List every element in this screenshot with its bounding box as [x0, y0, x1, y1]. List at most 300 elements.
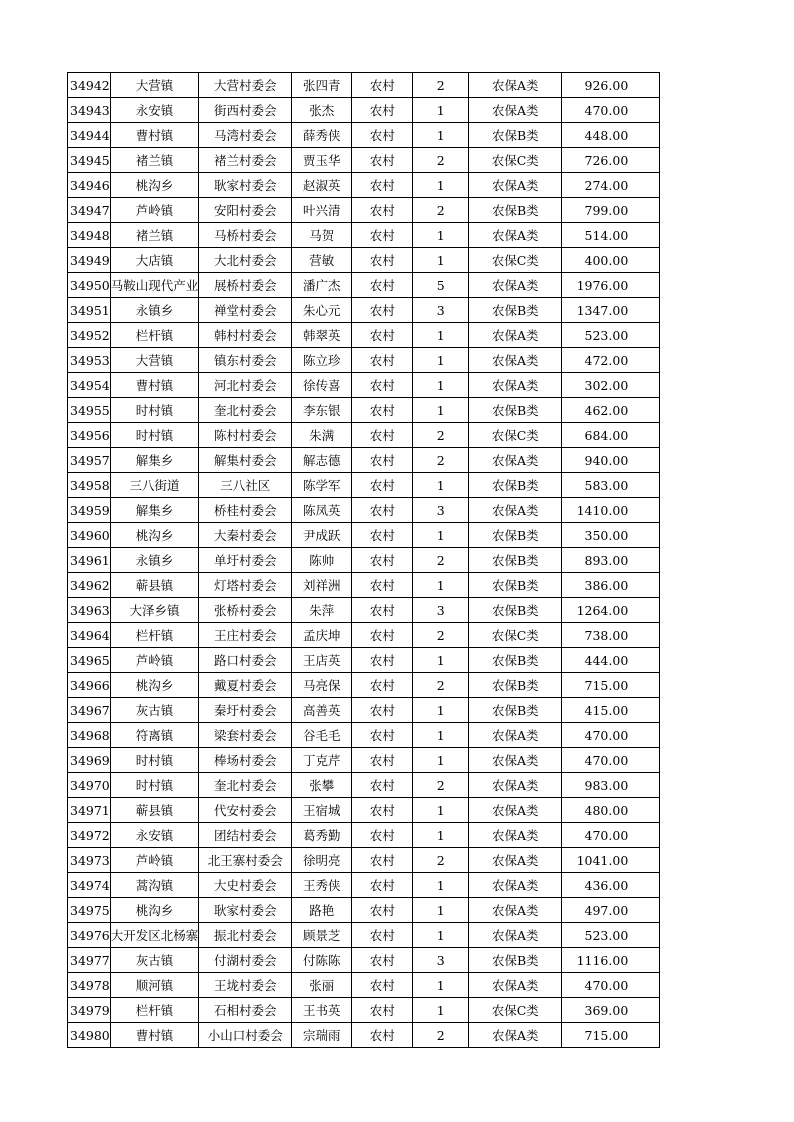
- town-cell: 三八街道: [110, 473, 199, 498]
- record-id-cell: 34951: [68, 298, 111, 323]
- data-table: [67, 72, 660, 1048]
- amount-cell: 523.00: [562, 323, 660, 348]
- person-name-cell: 孟庆坤: [292, 623, 352, 648]
- amount-cell: 799.00: [562, 198, 660, 223]
- amount-cell: 583.00: [562, 473, 660, 498]
- person-name-cell: 刘祥洲: [292, 573, 352, 598]
- insurance-category-cell: 农保C类: [469, 623, 562, 648]
- town-cell: 永安镇: [110, 98, 199, 123]
- person-name-cell: 薛秀侠: [292, 123, 352, 148]
- village-cell: 马湾村委会: [199, 123, 292, 148]
- amount-cell: 497.00: [562, 898, 660, 923]
- area-type-cell: 农村: [352, 323, 413, 348]
- household-count-cell: 3: [413, 598, 469, 623]
- insurance-category-cell: 农保B类: [469, 948, 562, 973]
- town-cell: 栏杆镇: [110, 323, 199, 348]
- town-cell: 褚兰镇: [110, 223, 199, 248]
- insurance-category-cell: 农保A类: [469, 723, 562, 748]
- town-cell: 大店镇: [110, 248, 199, 273]
- household-count-cell: 1: [413, 798, 469, 823]
- village-cell: 团结村委会: [199, 823, 292, 848]
- village-cell: 镇东村委会: [199, 348, 292, 373]
- area-type-cell: 农村: [352, 348, 413, 373]
- person-name-cell: 顾景芝: [292, 923, 352, 948]
- record-id-cell: 34954: [68, 373, 111, 398]
- village-cell: 桥桂村委会: [199, 498, 292, 523]
- record-id-cell: 34945: [68, 148, 111, 173]
- insurance-category-cell: 农保B类: [469, 523, 562, 548]
- town-cell: 芦岭镇: [110, 648, 199, 673]
- area-type-cell: 农村: [352, 973, 413, 998]
- household-count-cell: 1: [413, 698, 469, 723]
- table-row: [68, 598, 660, 623]
- amount-cell: 738.00: [562, 623, 660, 648]
- household-count-cell: 1: [413, 473, 469, 498]
- amount-cell: 386.00: [562, 573, 660, 598]
- table-row: [68, 148, 660, 173]
- village-cell: 路口村委会: [199, 648, 292, 673]
- area-type-cell: 农村: [352, 373, 413, 398]
- amount-cell: 1976.00: [562, 273, 660, 298]
- area-type-cell: 农村: [352, 123, 413, 148]
- area-type-cell: 农村: [352, 998, 413, 1023]
- amount-cell: 302.00: [562, 373, 660, 398]
- village-cell: 梁套村委会: [199, 723, 292, 748]
- insurance-category-cell: 农保A类: [469, 373, 562, 398]
- table-row: [68, 823, 660, 848]
- household-count-cell: 2: [413, 148, 469, 173]
- table-row: [68, 223, 660, 248]
- insurance-category-cell: 农保A类: [469, 873, 562, 898]
- person-name-cell: 张杰: [292, 98, 352, 123]
- town-cell: 时村镇: [110, 398, 199, 423]
- household-count-cell: 1: [413, 98, 469, 123]
- village-cell: 禅堂村委会: [199, 298, 292, 323]
- town-cell: 蕲县镇: [110, 798, 199, 823]
- record-id-cell: 34966: [68, 673, 111, 698]
- record-id-cell: 34953: [68, 348, 111, 373]
- household-count-cell: 1: [413, 998, 469, 1023]
- insurance-category-cell: 农保C类: [469, 248, 562, 273]
- village-cell: 振北村委会: [199, 923, 292, 948]
- amount-cell: 436.00: [562, 873, 660, 898]
- village-cell: 戴夏村委会: [199, 673, 292, 698]
- record-id-cell: 34970: [68, 773, 111, 798]
- table-row: [68, 498, 660, 523]
- town-cell: 马鞍山现代产业: [110, 273, 199, 298]
- record-id-cell: 34964: [68, 623, 111, 648]
- person-name-cell: 陈学军: [292, 473, 352, 498]
- town-cell: 解集乡: [110, 498, 199, 523]
- area-type-cell: 农村: [352, 273, 413, 298]
- record-id-cell: 34959: [68, 498, 111, 523]
- amount-cell: 400.00: [562, 248, 660, 273]
- person-name-cell: 赵淑英: [292, 173, 352, 198]
- town-cell: 褚兰镇: [110, 148, 199, 173]
- household-count-cell: 1: [413, 648, 469, 673]
- insurance-category-cell: 农保A类: [469, 923, 562, 948]
- table-row: [68, 898, 660, 923]
- household-count-cell: 2: [413, 673, 469, 698]
- insurance-category-cell: 农保A类: [469, 773, 562, 798]
- person-name-cell: 王店英: [292, 648, 352, 673]
- household-count-cell: 1: [413, 873, 469, 898]
- person-name-cell: 朱满: [292, 423, 352, 448]
- insurance-category-cell: 农保B类: [469, 573, 562, 598]
- village-cell: 街西村委会: [199, 98, 292, 123]
- insurance-category-cell: 农保A类: [469, 973, 562, 998]
- table-row: [68, 523, 660, 548]
- table-row: [68, 998, 660, 1023]
- record-id-cell: 34973: [68, 848, 111, 873]
- table-row: [68, 273, 660, 298]
- amount-cell: 480.00: [562, 798, 660, 823]
- record-id-cell: 34950: [68, 273, 111, 298]
- household-count-cell: 2: [413, 548, 469, 573]
- amount-cell: 415.00: [562, 698, 660, 723]
- record-id-cell: 34943: [68, 98, 111, 123]
- insurance-category-cell: 农保A类: [469, 273, 562, 298]
- person-name-cell: 张四青: [292, 73, 352, 98]
- insurance-category-cell: 农保B类: [469, 598, 562, 623]
- record-id-cell: 34949: [68, 248, 111, 273]
- amount-cell: 369.00: [562, 998, 660, 1023]
- person-name-cell: 李东银: [292, 398, 352, 423]
- area-type-cell: 农村: [352, 398, 413, 423]
- insurance-category-cell: 农保A类: [469, 348, 562, 373]
- amount-cell: 470.00: [562, 98, 660, 123]
- table-row: [68, 698, 660, 723]
- area-type-cell: 农村: [352, 148, 413, 173]
- area-type-cell: 农村: [352, 298, 413, 323]
- village-cell: 小山口村委会: [199, 1023, 292, 1048]
- insurance-category-cell: 农保B类: [469, 398, 562, 423]
- area-type-cell: 农村: [352, 523, 413, 548]
- village-cell: 北王寨村委会: [199, 848, 292, 873]
- table-row: [68, 73, 660, 98]
- record-id-cell: 34960: [68, 523, 111, 548]
- record-id-cell: 34961: [68, 548, 111, 573]
- record-id-cell: 34976: [68, 923, 111, 948]
- amount-cell: 726.00: [562, 148, 660, 173]
- amount-cell: 470.00: [562, 973, 660, 998]
- household-count-cell: 1: [413, 723, 469, 748]
- village-cell: 大秦村委会: [199, 523, 292, 548]
- person-name-cell: 谷毛毛: [292, 723, 352, 748]
- record-id-cell: 34946: [68, 173, 111, 198]
- record-id-cell: 34952: [68, 323, 111, 348]
- person-name-cell: 朱心元: [292, 298, 352, 323]
- person-name-cell: 解志德: [292, 448, 352, 473]
- table-row: [68, 298, 660, 323]
- table-row: [68, 723, 660, 748]
- insurance-category-cell: 农保A类: [469, 798, 562, 823]
- person-name-cell: 王秀侠: [292, 873, 352, 898]
- record-id-cell: 34972: [68, 823, 111, 848]
- area-type-cell: 农村: [352, 948, 413, 973]
- table-row: [68, 573, 660, 598]
- town-cell: 桃沟乡: [110, 523, 199, 548]
- household-count-cell: 1: [413, 923, 469, 948]
- record-id-cell: 34969: [68, 748, 111, 773]
- insurance-category-cell: 农保A类: [469, 498, 562, 523]
- amount-cell: 350.00: [562, 523, 660, 548]
- person-name-cell: 马贺: [292, 223, 352, 248]
- amount-cell: 444.00: [562, 648, 660, 673]
- record-id-cell: 34965: [68, 648, 111, 673]
- amount-cell: 983.00: [562, 773, 660, 798]
- amount-cell: 893.00: [562, 548, 660, 573]
- household-count-cell: 1: [413, 573, 469, 598]
- person-name-cell: 朱萍: [292, 598, 352, 623]
- record-id-cell: 34962: [68, 573, 111, 598]
- table-row: [68, 248, 660, 273]
- table-row: [68, 198, 660, 223]
- household-count-cell: 1: [413, 223, 469, 248]
- amount-cell: 472.00: [562, 348, 660, 373]
- person-name-cell: 陈立珍: [292, 348, 352, 373]
- area-type-cell: 农村: [352, 98, 413, 123]
- household-count-cell: 2: [413, 1023, 469, 1048]
- village-cell: 石相村委会: [199, 998, 292, 1023]
- household-count-cell: 1: [413, 348, 469, 373]
- insurance-category-cell: 农保B类: [469, 673, 562, 698]
- table-row: [68, 948, 660, 973]
- village-cell: 代安村委会: [199, 798, 292, 823]
- household-count-cell: 2: [413, 623, 469, 648]
- record-id-cell: 34947: [68, 198, 111, 223]
- person-name-cell: 王书英: [292, 998, 352, 1023]
- person-name-cell: 营敏: [292, 248, 352, 273]
- record-id-cell: 34958: [68, 473, 111, 498]
- insurance-category-cell: 农保C类: [469, 423, 562, 448]
- household-count-cell: 2: [413, 198, 469, 223]
- table-row: [68, 923, 660, 948]
- area-type-cell: 农村: [352, 223, 413, 248]
- insurance-category-cell: 农保B类: [469, 123, 562, 148]
- table-row: [68, 873, 660, 898]
- table-row: [68, 1023, 660, 1048]
- town-cell: 永镇乡: [110, 548, 199, 573]
- insurance-category-cell: 农保A类: [469, 848, 562, 873]
- record-id-cell: 34977: [68, 948, 111, 973]
- area-type-cell: 农村: [352, 723, 413, 748]
- table-row: [68, 348, 660, 373]
- person-name-cell: 陈凤英: [292, 498, 352, 523]
- village-cell: 陈村村委会: [199, 423, 292, 448]
- town-cell: 大营镇: [110, 348, 199, 373]
- insurance-category-cell: 农保C类: [469, 148, 562, 173]
- insurance-category-cell: 农保A类: [469, 898, 562, 923]
- household-count-cell: 1: [413, 248, 469, 273]
- village-cell: 奎北村委会: [199, 398, 292, 423]
- record-id-cell: 34963: [68, 598, 111, 623]
- amount-cell: 462.00: [562, 398, 660, 423]
- table-row: [68, 623, 660, 648]
- table-row: [68, 173, 660, 198]
- village-cell: 单圩村委会: [199, 548, 292, 573]
- area-type-cell: 农村: [352, 173, 413, 198]
- amount-cell: 684.00: [562, 423, 660, 448]
- insurance-category-cell: 农保A类: [469, 73, 562, 98]
- insurance-category-cell: 农保B类: [469, 648, 562, 673]
- town-cell: 曹村镇: [110, 373, 199, 398]
- village-cell: 大营村委会: [199, 73, 292, 98]
- person-name-cell: 徐传喜: [292, 373, 352, 398]
- amount-cell: 926.00: [562, 73, 660, 98]
- area-type-cell: 农村: [352, 198, 413, 223]
- record-id-cell: 34942: [68, 73, 111, 98]
- town-cell: 顺河镇: [110, 973, 199, 998]
- village-cell: 耿家村委会: [199, 173, 292, 198]
- insurance-category-cell: 农保A类: [469, 823, 562, 848]
- village-cell: 棒场村委会: [199, 748, 292, 773]
- person-name-cell: 韩翠英: [292, 323, 352, 348]
- household-count-cell: 1: [413, 823, 469, 848]
- village-cell: 展桥村委会: [199, 273, 292, 298]
- household-count-cell: 1: [413, 898, 469, 923]
- insurance-category-cell: 农保B类: [469, 698, 562, 723]
- area-type-cell: 农村: [352, 473, 413, 498]
- area-type-cell: 农村: [352, 448, 413, 473]
- person-name-cell: 路艳: [292, 898, 352, 923]
- town-cell: 时村镇: [110, 423, 199, 448]
- area-type-cell: 农村: [352, 673, 413, 698]
- household-count-cell: 1: [413, 173, 469, 198]
- area-type-cell: 农村: [352, 1023, 413, 1048]
- person-name-cell: 潘广杰: [292, 273, 352, 298]
- area-type-cell: 农村: [352, 848, 413, 873]
- record-id-cell: 34956: [68, 423, 111, 448]
- town-cell: 桃沟乡: [110, 673, 199, 698]
- record-id-cell: 34957: [68, 448, 111, 473]
- amount-cell: 1116.00: [562, 948, 660, 973]
- person-name-cell: 张丽: [292, 973, 352, 998]
- area-type-cell: 农村: [352, 773, 413, 798]
- town-cell: 大开发区北杨寨: [110, 923, 199, 948]
- record-id-cell: 34955: [68, 398, 111, 423]
- household-count-cell: 1: [413, 323, 469, 348]
- village-cell: 秦圩村委会: [199, 698, 292, 723]
- record-id-cell: 34974: [68, 873, 111, 898]
- village-cell: 奎北村委会: [199, 773, 292, 798]
- town-cell: 灰古镇: [110, 948, 199, 973]
- amount-cell: 470.00: [562, 748, 660, 773]
- person-name-cell: 叶兴清: [292, 198, 352, 223]
- area-type-cell: 农村: [352, 648, 413, 673]
- household-count-cell: 3: [413, 498, 469, 523]
- amount-cell: 1347.00: [562, 298, 660, 323]
- record-id-cell: 34967: [68, 698, 111, 723]
- record-id-cell: 34980: [68, 1023, 111, 1048]
- area-type-cell: 农村: [352, 623, 413, 648]
- town-cell: 芦岭镇: [110, 848, 199, 873]
- town-cell: 栏杆镇: [110, 623, 199, 648]
- town-cell: 符离镇: [110, 723, 199, 748]
- amount-cell: 470.00: [562, 723, 660, 748]
- household-count-cell: 1: [413, 398, 469, 423]
- area-type-cell: 农村: [352, 548, 413, 573]
- household-count-cell: 2: [413, 423, 469, 448]
- table-row: [68, 798, 660, 823]
- amount-cell: 715.00: [562, 1023, 660, 1048]
- person-name-cell: 宗瑞雨: [292, 1023, 352, 1048]
- town-cell: 桃沟乡: [110, 173, 199, 198]
- town-cell: 曹村镇: [110, 1023, 199, 1048]
- village-cell: 王垅村委会: [199, 973, 292, 998]
- table-row: [68, 98, 660, 123]
- area-type-cell: 农村: [352, 248, 413, 273]
- table-row: [68, 848, 660, 873]
- area-type-cell: 农村: [352, 748, 413, 773]
- table-row: [68, 448, 660, 473]
- table-row: [68, 123, 660, 148]
- village-cell: 解集村委会: [199, 448, 292, 473]
- insurance-category-cell: 农保A类: [469, 748, 562, 773]
- household-count-cell: 2: [413, 448, 469, 473]
- amount-cell: 1410.00: [562, 498, 660, 523]
- person-name-cell: 丁克芹: [292, 748, 352, 773]
- household-count-cell: 3: [413, 948, 469, 973]
- village-cell: 王庄村委会: [199, 623, 292, 648]
- insurance-category-cell: 农保A类: [469, 448, 562, 473]
- town-cell: 灰古镇: [110, 698, 199, 723]
- insurance-category-cell: 农保B类: [469, 298, 562, 323]
- household-count-cell: 2: [413, 773, 469, 798]
- table-row: [68, 398, 660, 423]
- village-cell: 大史村委会: [199, 873, 292, 898]
- person-name-cell: 陈帅: [292, 548, 352, 573]
- insurance-category-cell: 农保A类: [469, 223, 562, 248]
- town-cell: 永安镇: [110, 823, 199, 848]
- town-cell: 栏杆镇: [110, 998, 199, 1023]
- town-cell: 时村镇: [110, 773, 199, 798]
- record-id-cell: 34975: [68, 898, 111, 923]
- household-count-cell: 1: [413, 523, 469, 548]
- person-name-cell: 徐明亮: [292, 848, 352, 873]
- table-row: [68, 748, 660, 773]
- table-row: [68, 973, 660, 998]
- area-type-cell: 农村: [352, 598, 413, 623]
- town-cell: 桃沟乡: [110, 898, 199, 923]
- person-name-cell: 尹成跃: [292, 523, 352, 548]
- insurance-category-cell: 农保A类: [469, 1023, 562, 1048]
- amount-cell: 514.00: [562, 223, 660, 248]
- record-id-cell: 34948: [68, 223, 111, 248]
- village-cell: 耿家村委会: [199, 898, 292, 923]
- village-cell: 安阳村委会: [199, 198, 292, 223]
- table-row: [68, 673, 660, 698]
- person-name-cell: 王宿城: [292, 798, 352, 823]
- area-type-cell: 农村: [352, 898, 413, 923]
- area-type-cell: 农村: [352, 423, 413, 448]
- table-row: [68, 548, 660, 573]
- table-row: [68, 648, 660, 673]
- person-name-cell: 贾玉华: [292, 148, 352, 173]
- town-cell: 永镇乡: [110, 298, 199, 323]
- table-row: [68, 323, 660, 348]
- amount-cell: 523.00: [562, 923, 660, 948]
- insurance-category-cell: 农保B类: [469, 548, 562, 573]
- village-cell: 马桥村委会: [199, 223, 292, 248]
- insurance-category-cell: 农保B类: [469, 198, 562, 223]
- area-type-cell: 农村: [352, 873, 413, 898]
- amount-cell: 470.00: [562, 823, 660, 848]
- table-row: [68, 773, 660, 798]
- amount-cell: 1264.00: [562, 598, 660, 623]
- town-cell: 蕲县镇: [110, 573, 199, 598]
- amount-cell: 715.00: [562, 673, 660, 698]
